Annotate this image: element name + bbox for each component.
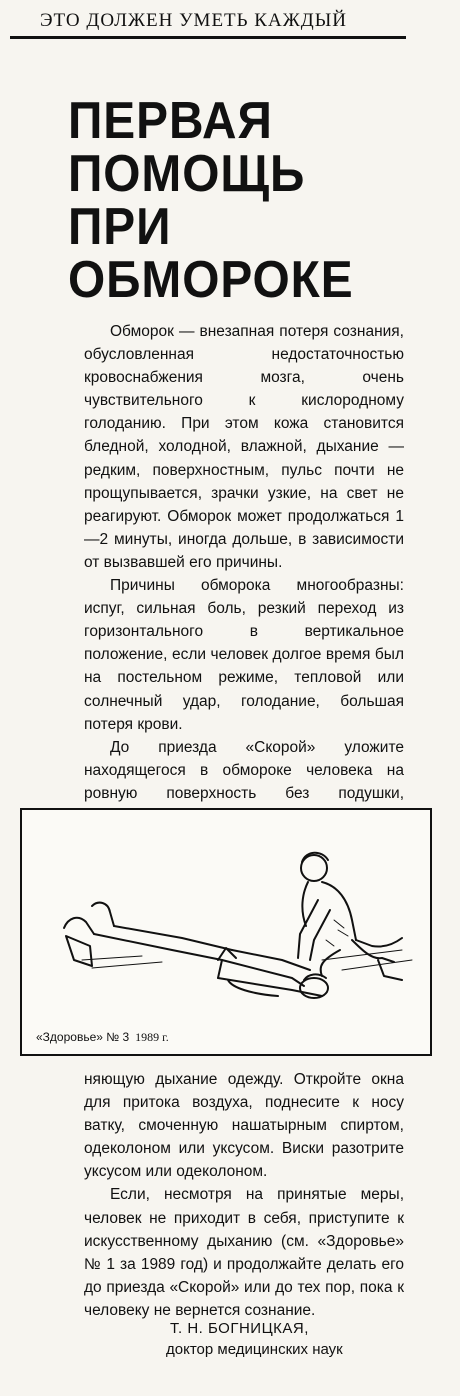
caption-source: «Здоровье» № 3 xyxy=(36,1030,130,1044)
article-body-bottom xyxy=(84,1068,404,1322)
paragraph: няющую дыхание одежду. Откройте окна для притока воздуха, поднесите к носу ватку, смоченную нашатырным спиртом, одеколоном или уксусом. Виски разотрите уксусом или одеколоном. xyxy=(84,1071,404,1181)
title-line: ОБМОРОКЕ xyxy=(68,251,354,309)
article-title xyxy=(68,92,399,309)
article-body-top xyxy=(84,320,404,851)
illustration-frame xyxy=(20,808,432,1056)
rubric-header xyxy=(10,10,406,39)
title-line: ПРИ xyxy=(68,198,172,256)
first-aid-illustration xyxy=(22,810,430,1054)
author-signature xyxy=(166,1318,426,1360)
title-line: ПЕРВАЯ xyxy=(68,92,273,150)
author-name: Т. Н. БОГНИЦКАЯ, xyxy=(170,1320,309,1337)
caption-year: 1989 г. xyxy=(135,1030,169,1044)
paragraph: До приезда «Скорой» уложите находящегося в обмороке человека на ровную поверхность без подушки, xyxy=(84,738,404,802)
paragraph: Обморок — внезапная потеря сознания, обусловленная недостаточностью кровоснабжения мозга, очень чувствительного к кислородному голоданию. При этом кожа становится бледной, холодной, влажной, дыхание — редким, поверхностным, пульс почти не прощупывается, зрачки узкие, на свет не реагируют. Обморок может продолжаться 1—2 минуты, иногда дольше, в зависимости от вызвавшей его причины. xyxy=(84,323,404,571)
title-line: ПОМОЩЬ xyxy=(68,145,306,203)
paragraph: Причины обморока многообразны: испуг, сильная боль, резкий переход из горизонтального в вертикальное положение, если человек долгое время был на постельном режиме, тепловой или солнечный удар, голодание, большая потеря крови. xyxy=(84,577,404,733)
author-role: доктор медицинских наук xyxy=(166,1341,343,1358)
paragraph: Если, несмотря на принятые меры, человек не приходит в себя, приступите к искусственному дыханию (см. «Здоровье» № 1 за 1989 год) и продолжайте делать его до приезда «Скорой» или до тех пор, пока к человеку не вернется сознание. xyxy=(84,1186,404,1319)
illustration-caption xyxy=(36,1030,169,1045)
rubric-text: ЭТО ДОЛЖЕН УМЕТЬ КАЖДЫЙ xyxy=(40,10,347,31)
